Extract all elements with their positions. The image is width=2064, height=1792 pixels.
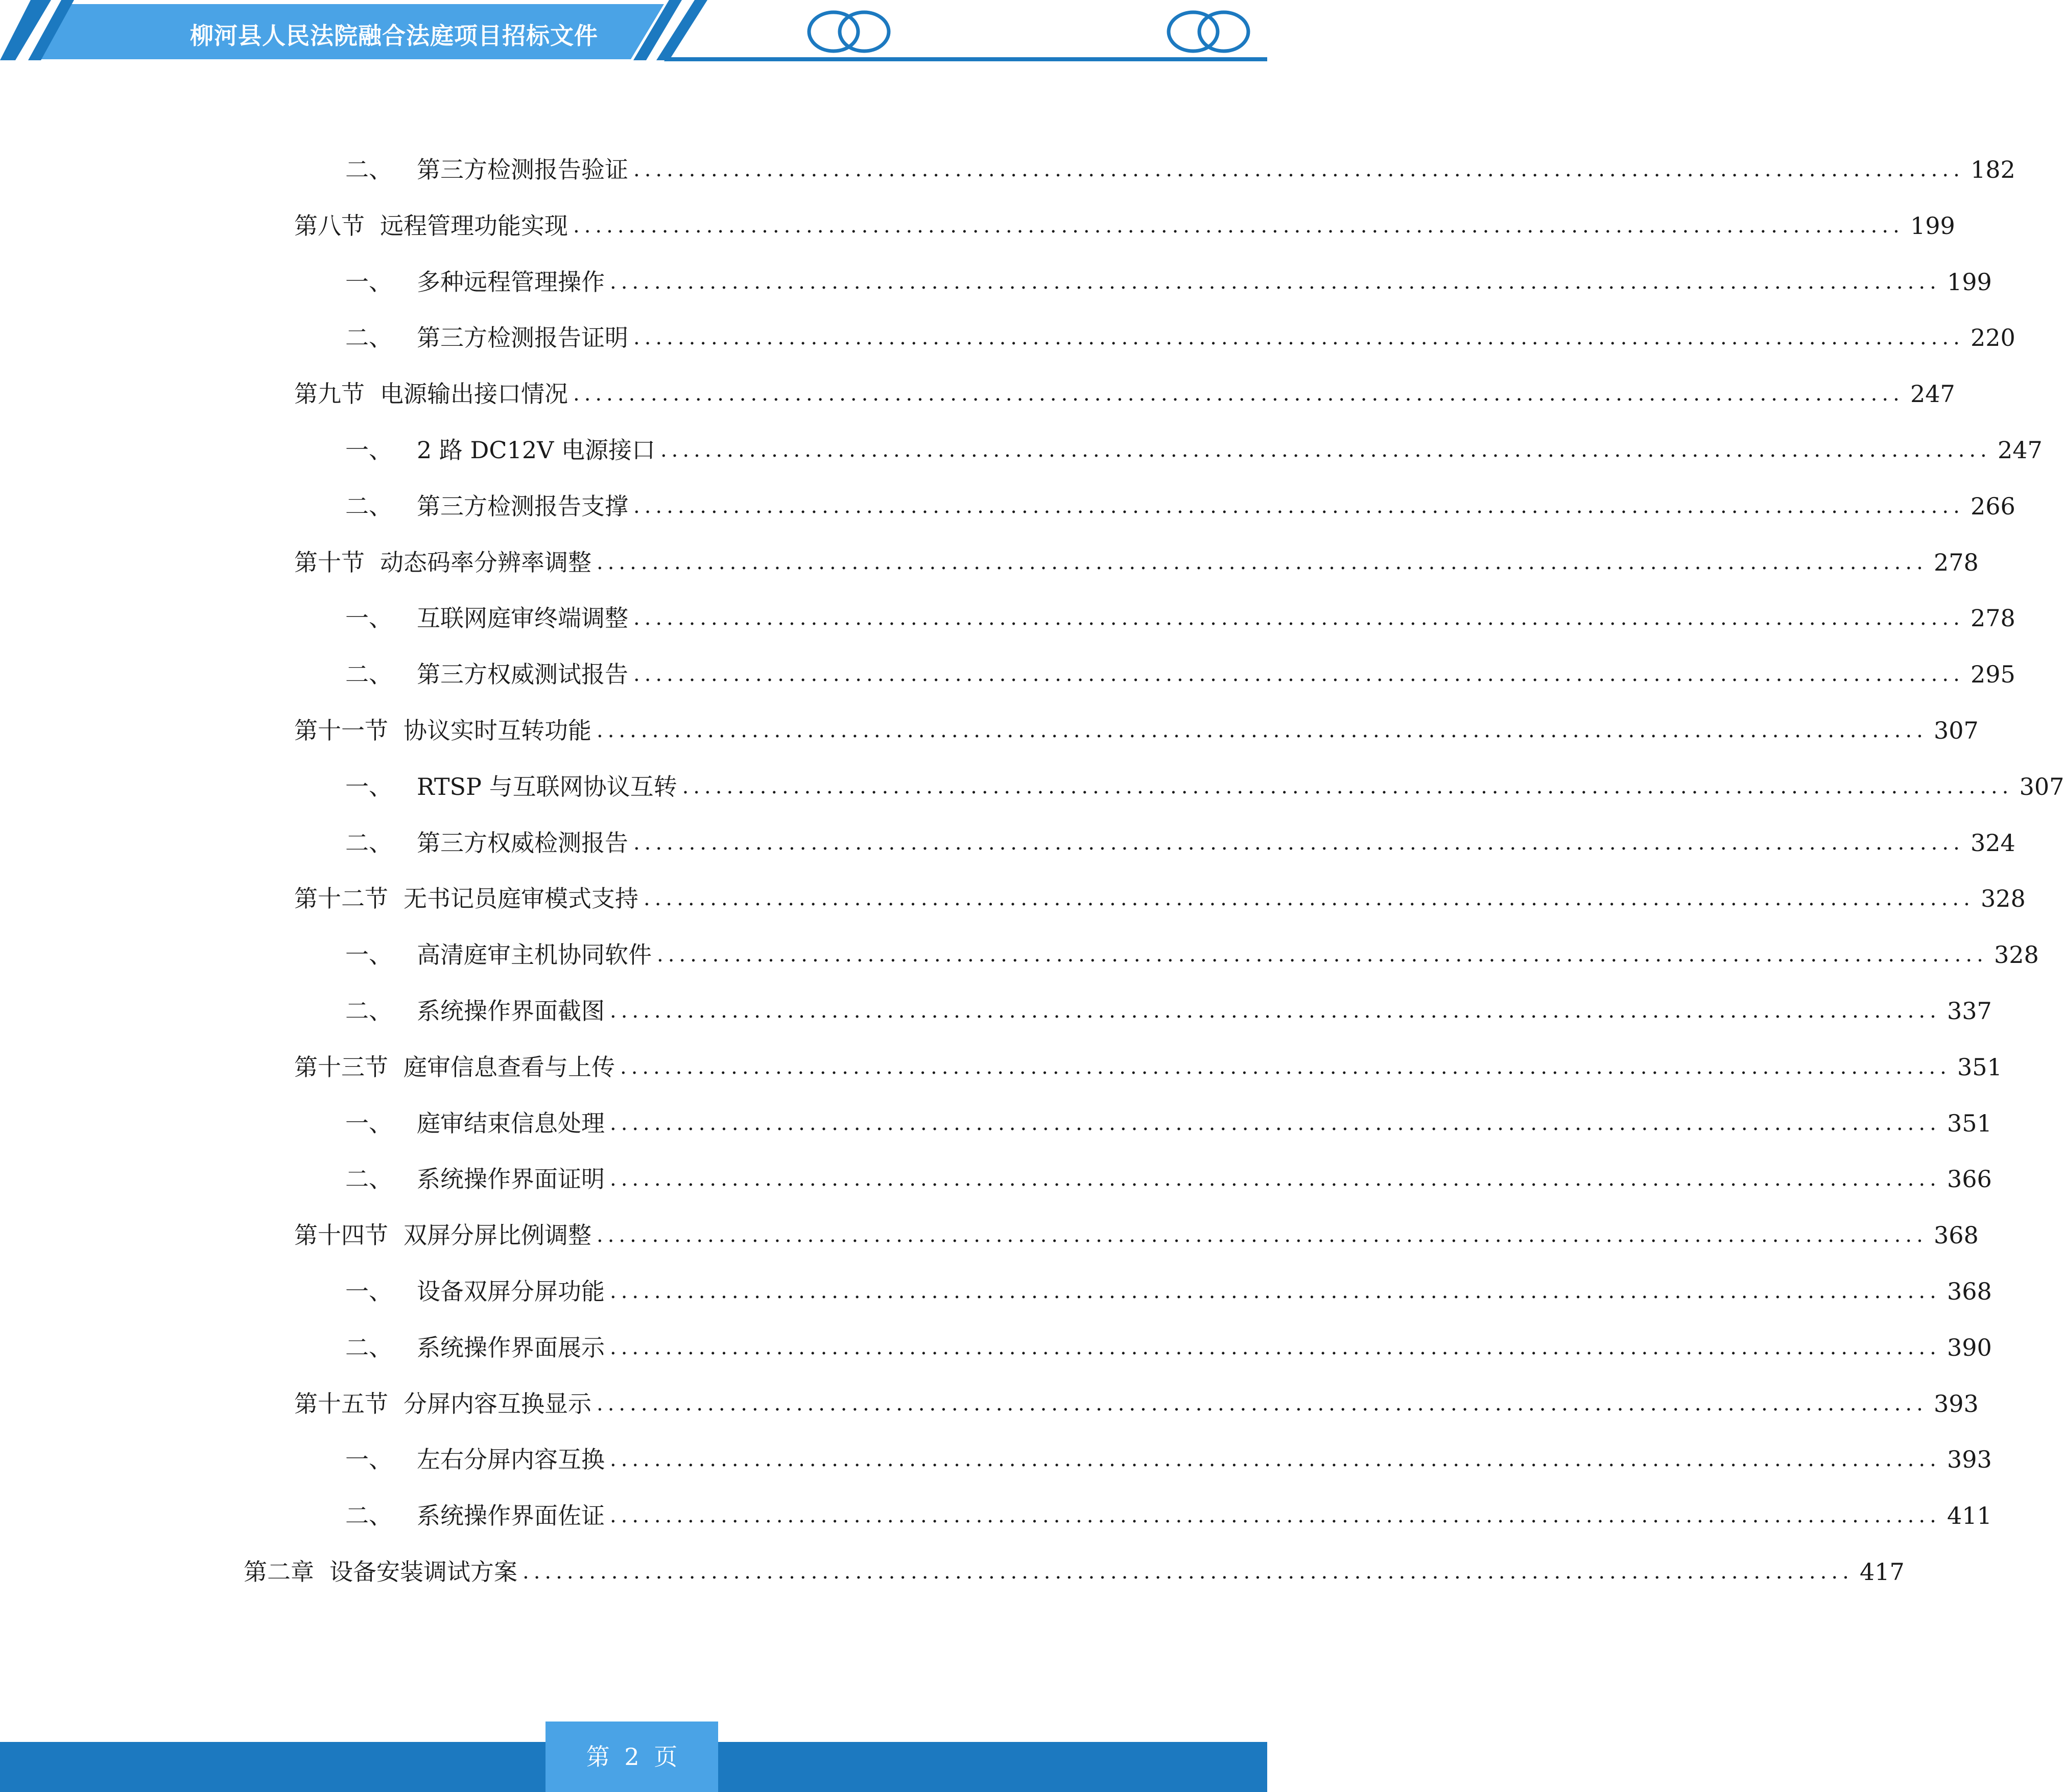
- toc-entry[interactable]: [345, 1274, 1992, 1309]
- toc-entry[interactable]: [294, 208, 1955, 244]
- toc-leader-dots: ........................................................................................................................: [610, 999, 1941, 1023]
- toc-entry-page: 368: [1947, 1278, 1992, 1305]
- header-rule: [664, 57, 1267, 61]
- toc-entry-page: 266: [1970, 492, 2015, 520]
- toc-entry-label: 动态码率分辨率调整: [380, 548, 591, 576]
- toc-entry[interactable]: [294, 1386, 1979, 1422]
- toc-entry-number: 第八节: [294, 211, 365, 240]
- toc-entry-page: 351: [1947, 1109, 1992, 1137]
- toc-leader-dots: ........................................................................................................................: [657, 943, 1988, 967]
- toc-entry-label: 远程管理功能实现: [380, 211, 568, 240]
- page-number: 第 2 页: [586, 1743, 678, 1771]
- toc-entry[interactable]: [345, 769, 2064, 805]
- toc-leader-dots: ........................................................................................................................: [633, 606, 1964, 630]
- toc-entry-number: 二、: [345, 156, 392, 183]
- toc-entry-label: RTSP 与互联网协议互转: [417, 772, 677, 800]
- toc-entry-label: 庭审信息查看与上传: [404, 1053, 615, 1081]
- toc-entry-page: 366: [1947, 1165, 1992, 1193]
- toc-entry[interactable]: [345, 1161, 1992, 1197]
- toc-entry-number: 二、: [345, 1333, 392, 1361]
- toc-entry-label: 协议实时互转功能: [404, 717, 591, 744]
- toc-entry-label: 系统操作界面展示: [417, 1333, 605, 1361]
- toc-entry-page: 247: [1997, 436, 2043, 464]
- toc-entry-label: 第三方权威测试报告: [417, 661, 628, 689]
- toc-entry-number: 第十四节: [294, 1221, 388, 1249]
- toc-entry[interactable]: [345, 152, 2015, 187]
- toc-entry-page: 411: [1947, 1502, 1992, 1530]
- toc-entry-page: 199: [1947, 268, 1992, 296]
- toc-entry-label: 第三方检测报告验证: [417, 156, 628, 183]
- toc-entry-label: 系统操作界面佐证: [417, 1502, 605, 1530]
- toc-entry-number: 第二章: [244, 1558, 314, 1586]
- toc-entry-label: 第三方权威检测报告: [417, 829, 628, 857]
- toc-entry[interactable]: [294, 376, 1955, 412]
- toc-entry-page: 307: [2019, 772, 2064, 800]
- toc-entry-page: 351: [1957, 1053, 2002, 1081]
- toc-leader-dots: ........................................................................................................................: [610, 1167, 1941, 1191]
- toc-entry-label: 系统操作界面证明: [417, 1165, 605, 1193]
- toc-entry-label: 电源输出接口情况: [380, 380, 568, 408]
- toc-entry-number: 一、: [345, 436, 392, 464]
- toc-entry-label: 2 路 DC12V 电源接口: [417, 436, 655, 464]
- toc-entry-number: 一、: [345, 604, 392, 632]
- toc-entry[interactable]: [345, 825, 2015, 861]
- toc-leader-dots: ........................................................................................................................: [597, 719, 1928, 742]
- toc-leader-dots: ........................................................................................................................: [597, 550, 1928, 574]
- toc-entry-page: 328: [1980, 885, 2026, 913]
- toc-entry-label: 设备双屏分屏功能: [417, 1278, 605, 1305]
- toc-leader-dots: ........................................................................................................................: [610, 1504, 1941, 1528]
- document-title: 柳河县人民法院融合法庭项目招标文件: [190, 22, 598, 50]
- toc-entry-number: 二、: [345, 829, 392, 857]
- toc-leader-dots: ........................................................................................................................: [597, 1223, 1928, 1247]
- toc-entry[interactable]: [294, 1049, 2002, 1085]
- toc-entry[interactable]: [345, 1105, 1992, 1141]
- toc-entry-number: 一、: [345, 772, 392, 800]
- toc-entry[interactable]: [345, 320, 2015, 356]
- toc-entry[interactable]: [345, 993, 1992, 1029]
- toc-entry-page: 199: [1910, 211, 1955, 240]
- toc-leader-dots: ........................................................................................................................: [610, 1335, 1941, 1359]
- toc-entry-page: 247: [1910, 380, 1955, 408]
- toc-entry-label: 双屏分屏比例调整: [404, 1221, 591, 1249]
- toc-entry-page: 220: [1970, 324, 2015, 352]
- toc-entry[interactable]: [345, 1442, 1992, 1477]
- toc-entry-number: 二、: [345, 324, 392, 352]
- toc-entry-page: 278: [1933, 548, 1979, 576]
- toc-entry-label: 系统操作界面截图: [417, 997, 605, 1025]
- toc-entry-number: 二、: [345, 661, 392, 689]
- toc-entry[interactable]: [345, 937, 2039, 973]
- toc-entry-label: 第三方检测报告支撑: [417, 492, 628, 520]
- toc-entry[interactable]: [345, 432, 2043, 468]
- toc-entry[interactable]: [294, 545, 1979, 580]
- toc-entry[interactable]: [345, 264, 1992, 300]
- toc-entry-number: 一、: [345, 1109, 392, 1137]
- toc-entry-number: 第十节: [294, 548, 365, 576]
- toc-leader-dots: ........................................................................................................................: [573, 382, 1904, 406]
- toc-entry[interactable]: [345, 656, 2015, 692]
- toc-entry[interactable]: [294, 1217, 1979, 1253]
- toc-leader-dots: ........................................................................................................................: [644, 887, 1975, 911]
- toc-entry-label: 设备安装调试方案: [329, 1558, 517, 1586]
- toc-leader-dots: ........................................................................................................................: [597, 1392, 1928, 1416]
- toc-leader-dots: ........................................................................................................................: [682, 774, 2013, 798]
- toc-entry-label: 无书记员庭审模式支持: [404, 885, 638, 913]
- toc-entry[interactable]: [345, 1330, 1992, 1365]
- toc-entry-number: 一、: [345, 268, 392, 296]
- toc-leader-dots: ........................................................................................................................: [660, 438, 1991, 462]
- toc-entry-page: 390: [1947, 1333, 1992, 1361]
- toc-entry-label: 高清庭审主机协同软件: [417, 941, 652, 969]
- toc-entry-page: 324: [1970, 829, 2015, 857]
- toc-entry-number: 二、: [345, 1165, 392, 1193]
- toc-leader-dots: ........................................................................................................................: [610, 1448, 1941, 1472]
- toc-entry-number: 第十五节: [294, 1389, 388, 1418]
- toc-entry-page: 328: [1994, 941, 2039, 969]
- toc-leader-dots: ........................................................................................................................: [633, 663, 1964, 687]
- toc-entry-page: 337: [1947, 997, 1992, 1025]
- toc-entry-label: 左右分屏内容互换: [417, 1446, 605, 1474]
- toc-entry-page: 295: [1970, 661, 2015, 689]
- toc-entry-number: 一、: [345, 1446, 392, 1474]
- toc-leader-dots: ........................................................................................................................: [633, 831, 1964, 855]
- toc-entry-number: 一、: [345, 941, 392, 969]
- toc-entry[interactable]: [244, 1554, 1905, 1590]
- toc-entry-number: 第九节: [294, 380, 365, 408]
- toc-entry-label: 多种远程管理操作: [417, 268, 605, 296]
- toc-leader-dots: ........................................................................................................................: [633, 158, 1964, 181]
- toc-leader-dots: ........................................................................................................................: [633, 326, 1964, 350]
- toc-leader-dots: ........................................................................................................................: [573, 214, 1904, 238]
- toc-entry-page: 307: [1933, 717, 1979, 744]
- page-header: [0, 0, 1267, 66]
- rings-icon: [809, 12, 889, 51]
- toc-entry-label: 互联网庭审终端调整: [417, 604, 628, 632]
- toc-leader-dots: ........................................................................................................................: [523, 1560, 1854, 1584]
- toc-entry-number: 一、: [345, 1278, 392, 1305]
- toc-entry-page: 368: [1933, 1221, 1979, 1249]
- toc-entry-label: 庭审结束信息处理: [417, 1109, 605, 1137]
- toc-entry-page: 182: [1970, 156, 2015, 183]
- toc-entry-page: 393: [1933, 1389, 1979, 1418]
- toc-entry-number: 二、: [345, 997, 392, 1025]
- toc-entry-page: 393: [1947, 1446, 1992, 1474]
- toc-entry-number: 第十二节: [294, 885, 388, 913]
- toc-entry-number: 第十三节: [294, 1053, 388, 1081]
- toc-entry-number: 二、: [345, 492, 392, 520]
- toc-leader-dots: ........................................................................................................................: [610, 1111, 1941, 1135]
- toc-entry-label: 分屏内容互换显示: [404, 1389, 591, 1418]
- toc-leader-dots: ........................................................................................................................: [610, 270, 1941, 294]
- toc-entry-page: 278: [1970, 604, 2015, 632]
- toc-entry[interactable]: [345, 488, 2015, 524]
- toc-entry-number: 二、: [345, 1502, 392, 1530]
- toc-leader-dots: ........................................................................................................................: [620, 1055, 1951, 1079]
- toc-leader-dots: ........................................................................................................................: [610, 1280, 1941, 1303]
- toc-leader-dots: ........................................................................................................................: [633, 494, 1964, 518]
- toc-entry[interactable]: [294, 713, 1979, 748]
- toc-entry-number: 第十一节: [294, 717, 388, 744]
- toc-entry-label: 第三方检测报告证明: [417, 324, 628, 352]
- toc-entry[interactable]: [345, 600, 2015, 636]
- toc-entry-page: 417: [1859, 1558, 1905, 1586]
- toc-entry[interactable]: [294, 881, 2026, 916]
- rings-icon-right: [1169, 12, 1248, 51]
- toc-entry[interactable]: [345, 1498, 1992, 1534]
